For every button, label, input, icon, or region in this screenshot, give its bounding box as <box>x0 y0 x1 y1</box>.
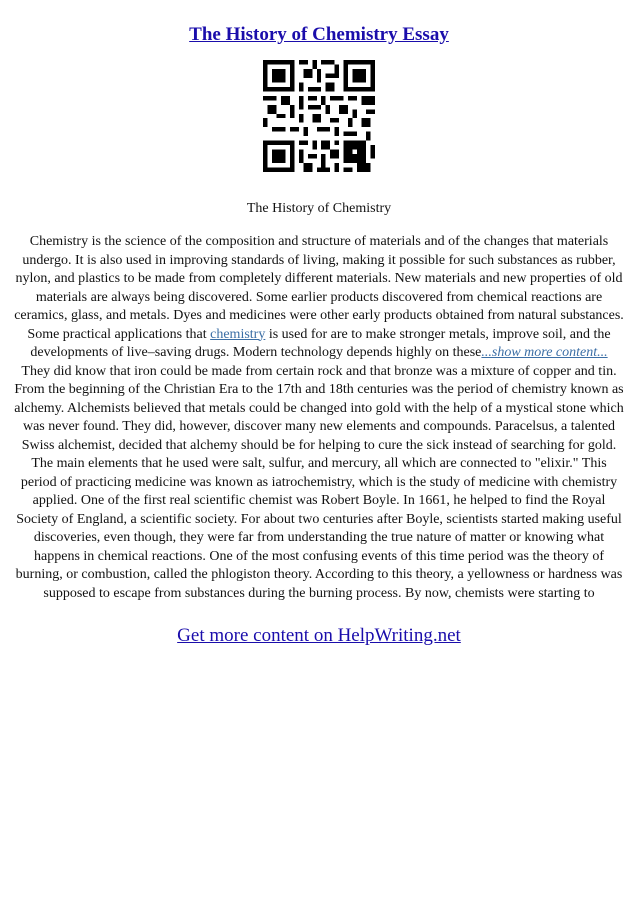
essay-body <box>14 233 624 603</box>
get-more-content-link[interactable]: Get more content on HelpWriting.net <box>177 625 461 646</box>
chemistry-link[interactable]: chemistry <box>210 326 266 342</box>
continuation-paragraph: They did know that iron could be made from certain rock and that bronze was a mixture of copper and tin. From the beginning of the Christian Era to the 17th and 18th centuries was the period of chemistry known as alchemy. Alchemists believed that metals could be changed into gold with the help of a mystical stone which was never found. They did, however, discover many new elements and compounds. Paracelsus, a talented Swiss alchemist, decided that alchemy should be for helping to cure the sick instead of searching for gold. The main elements that he used were salt, sulfur, and mercury, all which are connected to "elixir." This period of practicing medicine was known as iatrochemistry, which is the study of medicine with chemistry applied. One of the first real scientific chemist was Robert Boyle. In 1661, he helped to find the Royal Society of England, a scientific society. For about two centuries after Boyle, scientists started making useful discoveries, even though, they were far from understanding the true nature of matter or knowing what happens in chemical reactions. One of the most confusing events of this time period was the theory of burning, or combustion, called the phlogiston theory. According to this theory, a yellowness or hardness was supposed to escape from substances during the burning process. By now, chemists were starting to <box>14 363 624 601</box>
essay-subtitle: The History of Chemistry <box>246 201 392 216</box>
intro-paragraph <box>14 233 624 363</box>
essay-title-link[interactable]: The History of Chemistry Essay <box>189 24 449 45</box>
intro-text-end: is used for are to make stronger metals, improve soil, and the developments of live–saving drugs. Modern technology depends highly on these <box>30 326 611 360</box>
intro-text-start: Chemistry is the science of the composition and structure of materials and of the changes that materials undergo. It is also used in improving standards of living, making it possible for such substances as rubber, nylon, and plastics to be made from completely different materials. New materials and new properties of old materials are always being discovered. Some earlier products discovered from chemical reactions are ceramics, glass, and metals. Dyes and medicines were other early products obtained from natural substances. Some practical applications that <box>14 234 624 342</box>
show-more-link[interactable]: ...show more content... <box>481 345 608 360</box>
qr-code-icon <box>263 60 375 172</box>
